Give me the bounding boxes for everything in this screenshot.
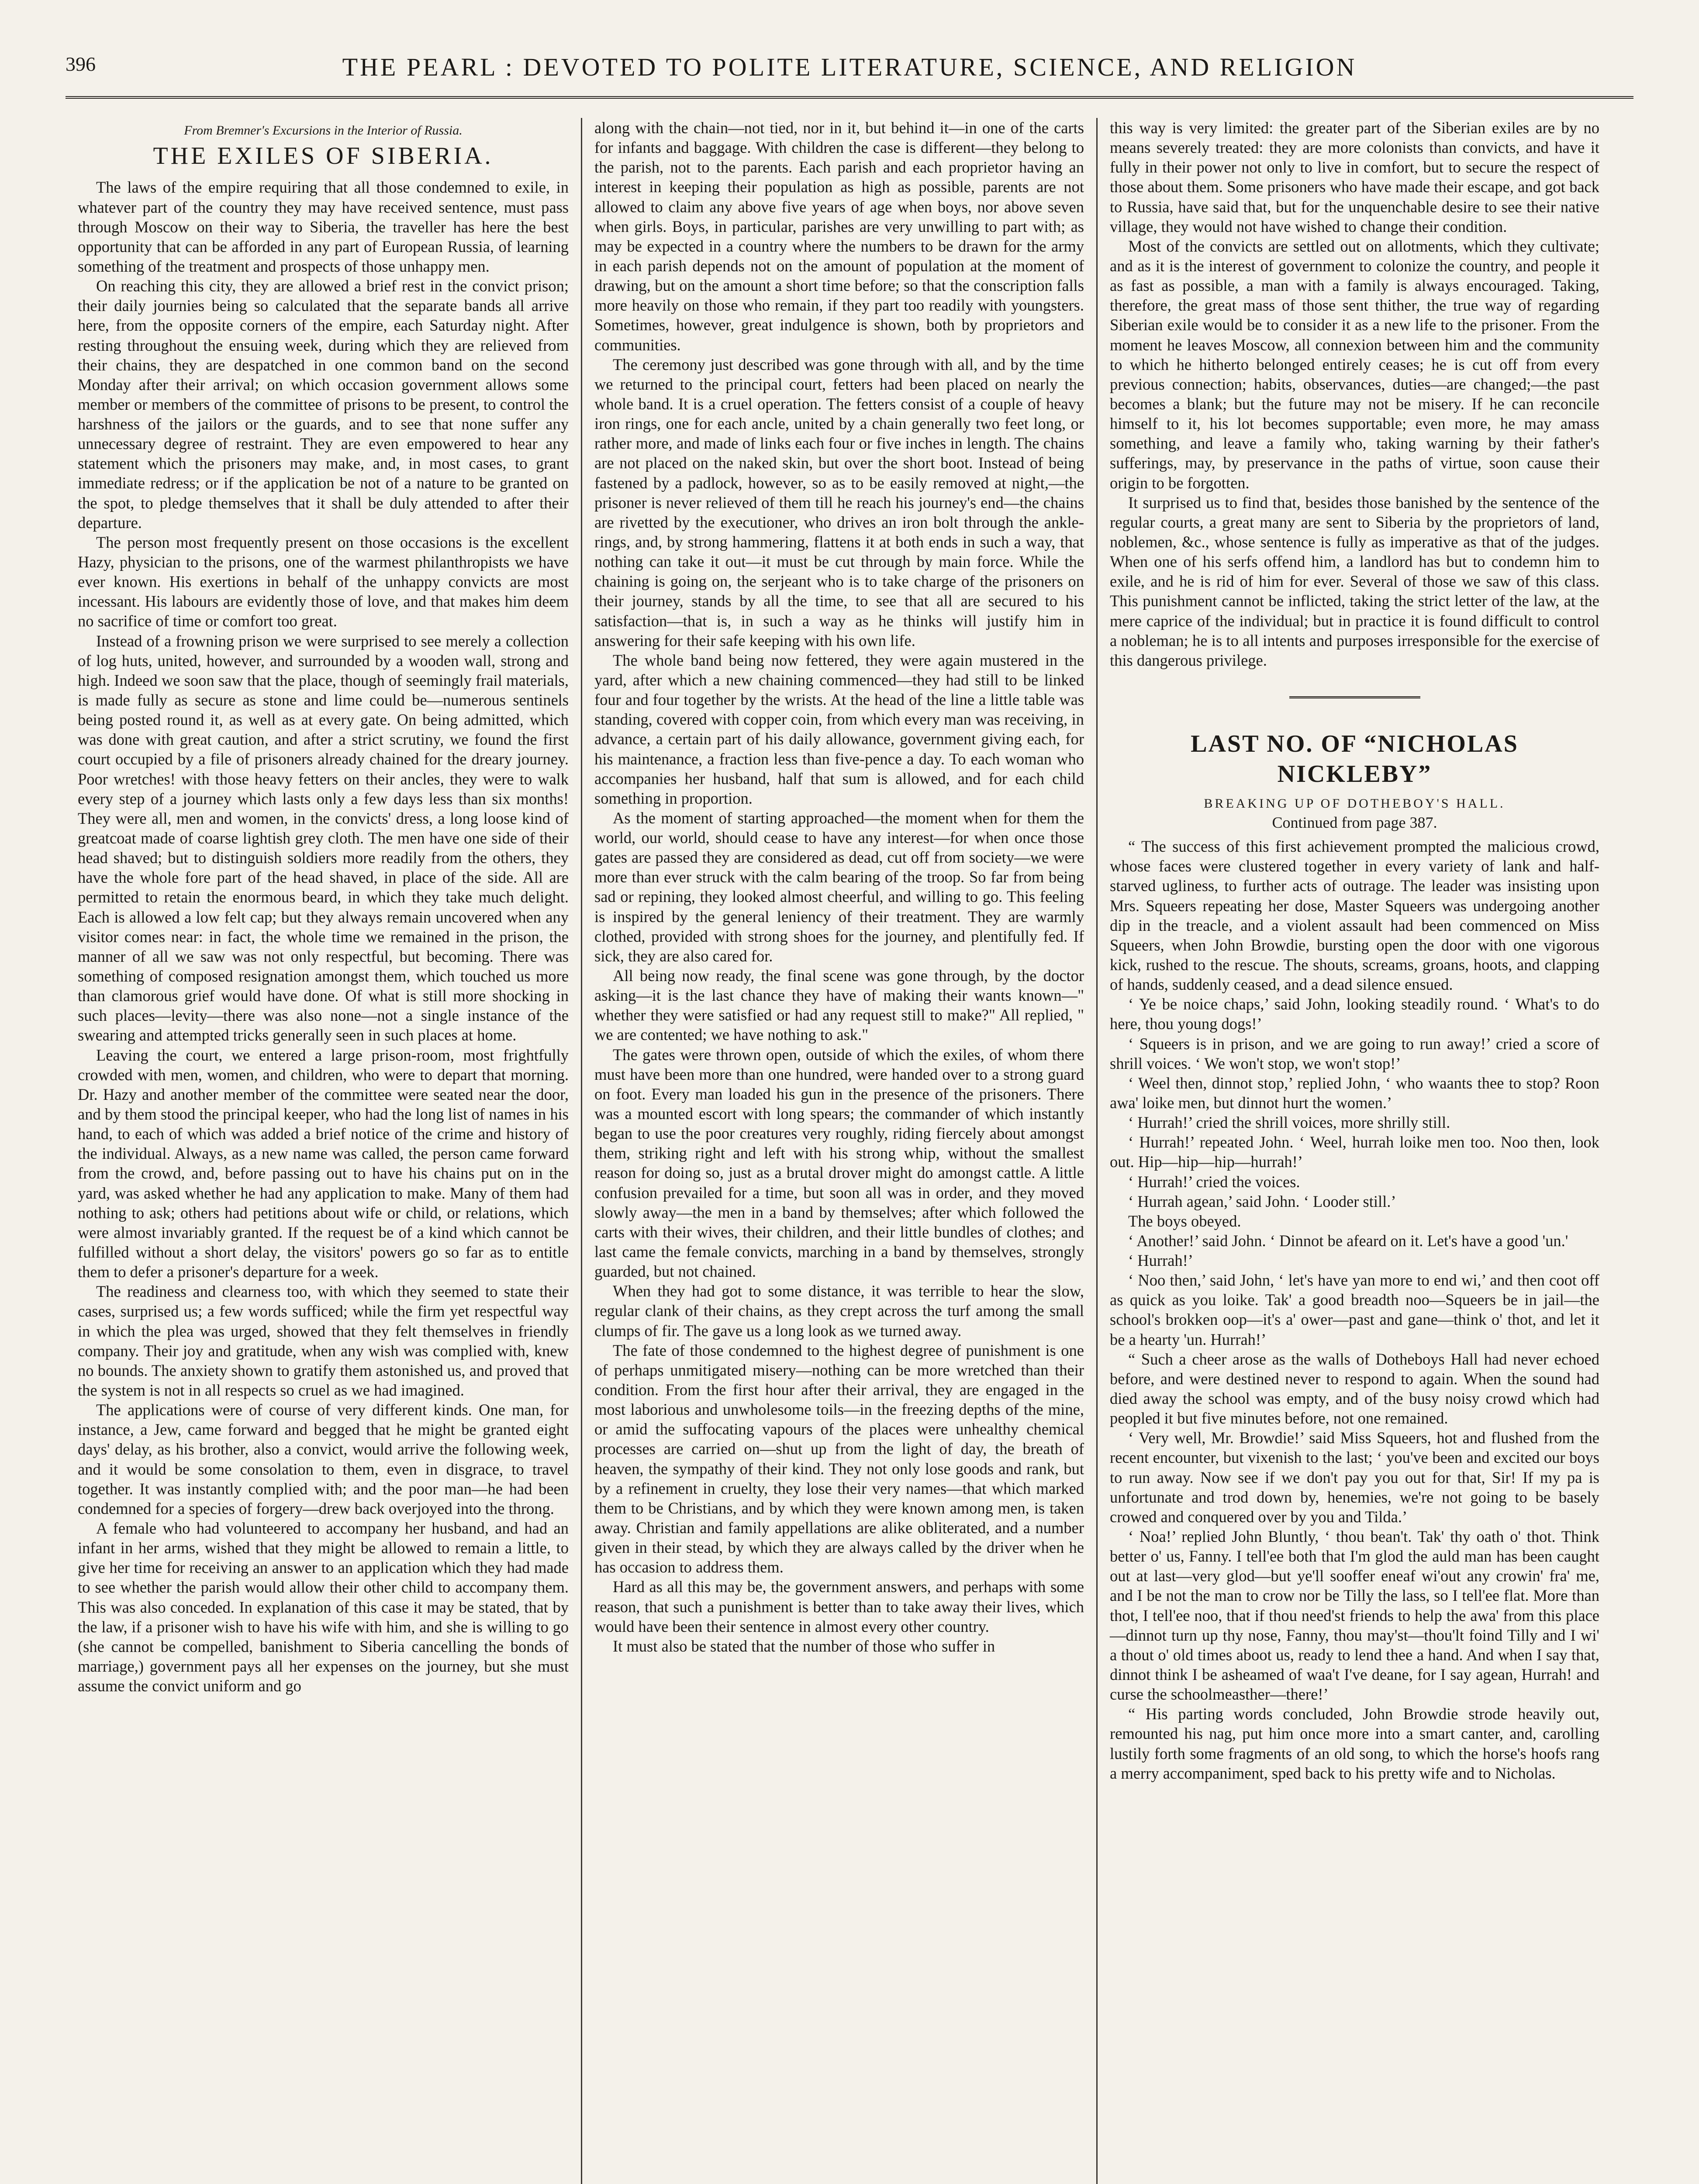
paragraph: The person most frequently present on those occasions is the excellent Hazy, physician to the prisons, one of the warmest philanthropists we have ever known. His exertions in behalf of the unhappy convicts are most incessant. His labours are evidently those of love, and that makes him deem no sacrifice of time or comfort too great. bbox=[78, 533, 569, 630]
column-2-body bbox=[594, 118, 1084, 1656]
paragraph: The applications were of course of very different kinds. One man, for instance, a Jew, came forward and begged that he might be granted eight days' delay, as his brother, also a convict, would arrive the following week, and it would be some consolation to them, even in disgrace, to travel together. It was instantly complied with; and the poor man—he had been condemned for a species of forgery—drew back overjoyed into the throng. bbox=[78, 1401, 569, 1517]
paragraph: It surprised us to find that, besides those banished by the sentence of the regular courts, a great many are sent to Siberia by the proprietors of land, noblemen, &c., whose sentence is fully as imperative as that of the judges. When one of his serfs offend him, a landlord has but to condemn him to exile, and he is rid of him for ever. Several of those we saw of this class. This punishment cannot be inflicted, taking the strict letter of the law, at the mere caprice of the individual; but in practice it is found difficult to control a nobleman; he is to all intents and purposes irresponsible for the exercise of this dangerous privilege. bbox=[1110, 493, 1599, 669]
paragraph: The whole band being now fettered, they were again mustered in the yard, after which a new chaining commenced—they had still to be linked four and four together by the wrists. At the head of the line a little table was standing, covered with copper coin, from which every man was receiving, in advance, a certain part of his daily allowance, government giving each, for his maintenance, a fraction less than five-pence a day. To each woman who accompanies her husband, half that sum is allowed, and for each child something in proportion. bbox=[594, 651, 1084, 807]
page-header bbox=[66, 52, 1633, 118]
paragraph: “ His parting words concluded, John Browdie strode heavily out, remounted his nag, put him once more into a smart canter, and, carolling lustily forth some fragments of an old song, to which the horse's hoofs rang a merry accompaniment, sped back to his pretty wife and to Nicholas. bbox=[1110, 1705, 1599, 1782]
paragraph: along with the chain—not tied, nor in it, but behind it—in one of the carts for infants and baggage. With children the case is different—they belong to the parish, not to the parents. Each parish and each proprietor having an interest in keeping their population as high as possible, parents are not allowed to claim any above five years of age when boys, nor above seven when girls. Boys, in particular, parishes are very unwilling to part with; as may be expected in a country where the numbers to be drawn for the army in each parish depends not on the amount of population at the moment of drawing, but on the amount a short time before; so that the conscription falls more heavily on those who remain, if they part too readily with youngsters. Sometimes, however, great indulgence is shown, both by proprietors and communities. bbox=[594, 119, 1084, 354]
paragraph: Hard as all this may be, the government answers, and perhaps with some reason, that such a punishment is better than to take away their lives, which would have been their sentence in almost every other country. bbox=[594, 1578, 1084, 1635]
column-2 bbox=[581, 118, 1096, 2184]
nickleby-body bbox=[1110, 836, 1599, 1783]
paragraph: Most of the convicts are settled out on allotments, which they cultivate; and as it is the interest of government to colonize the country, and people it as fast as possible, a man with a family is always encouraged. Taking, therefore, the great mass of those sent thither, the true way of regarding Siberian exile would be to consider it as a new life to the prisoner. From the moment he leaves Moscow, all connexion between him and the community to which he hitherto belonged entirely ceases; he is cut off from every previous connection; habits, observances, duties—are changed;—the past becomes a blank; but the future may not be misery. If he can reconcile himself to it, his lot becomes supportable; even more, he may amass something, and leave a family who, taking warning by their father's sufferings, may, by preservance in the paths of virtue, soon cause their origin to be forgotten. bbox=[1110, 237, 1599, 492]
continued-note: Continued from page 387. bbox=[1272, 813, 1437, 831]
paragraph: ‘ Hurrah!’ cried the shrill voices, more shrilly still. bbox=[1128, 1113, 1450, 1132]
article-title-exiles: THE EXILES OF SIBERIA. bbox=[153, 142, 494, 170]
paragraph: The ceremony just described was gone through with all, and by the time we returned to the principal court, fetters had been placed on nearly the whole band. It is a cruel operation. The fetters consist of a couple of heavy iron rings, one for each ancle, united by a chain generally two feet long, or rather more, and made of links each four or five inches in length. The chains are not placed on the naked skin, but over the short boot. Instead of being fastened by a padlock, however, so as to be easily removed at night,—the prisoner is never relieved of them till he reach his journey's end—the chains are rivetted by the executioner, who drives an iron bolt through the ankle-rings, and, by strong hammering, flattens it at both ends in such a way, that nothing can take it out—it must be cut through by main force. While the chaining is going on, the serjeant who is to take charge of the prisoners on their journey, stands by all the time, to see that all are secured to his satisfaction—that is, in such a way as he thinks will justify him in answering for their safe keeping with his own life. bbox=[594, 355, 1084, 650]
paragraph: this way is very limited: the greater part of the Siberian exiles are by no means severely treated: they are more colonists than convicts, and have it fully in their power not only to live in comfort, but to secure the respect of those about them. Some prisoners who have made their escape, and got back to Russia, have said that, but for the unquenchable desire to see their native village, they would not have wished to change their condition. bbox=[1110, 119, 1599, 235]
paragraph: “ The success of this first achievement prompted the malicious crowd, whose faces were clustered together in every variety of lank and half-starved ugliness, to further acts of outrage. The leader was insisting upon Mrs. Squeers repeating her dose, Master Squeers was undergoing another dip in the treacle, and a violent assault had been commenced on Miss Squeers, when John Browdie, bursting open the door with one vigorous kick, rushed to the rescue. The shouts, screams, groans, hoots, and clapping of hands, suddenly ceased, and a dead silence ensued. bbox=[1110, 837, 1599, 994]
paragraph: ‘ Hurrah!’ cried the voices. bbox=[1128, 1172, 1300, 1191]
article-title-nickleby: LAST NO. OF “NICHOLAS NICKLEBY” bbox=[1191, 730, 1519, 788]
paragraph: ‘ Hurrah!’ bbox=[1128, 1251, 1193, 1270]
paragraph: On reaching this city, they are allowed a brief rest in the convict prison; their daily journies being so calculated that the separate bands all arrive here, from the opposite corners of the empire, each Saturday night. After resting throughout the ensuing week, during which they are relieved from their chains, they are despatched in one common band on the second Monday after their arrival; on which occasion government allows some member or members of the committee of prisons to be present, to control the harshness of the jailors or the guards, and to see that none suffer any unnecessary degree of restraint. They are even empowered to hear any statement which the prisoners may make, and, in most cases, to grant immediate redress; or if the application be not of a nature to be granted on the spot, to pledge themselves that it shall be duly attended to after their departure. bbox=[78, 277, 569, 532]
paragraph: Leaving the court, we entered a large prison-room, most frightfully crowded with men, women, and children, who were to depart that morning. Dr. Hazy and another member of the committee were seated near the door, and by them stood the principal keeper, who had the long list of names in his hand, to each of which was added a brief notice of the crime and history of the individual. Always, as a new name was called, the person came forward from the crowd, and, before passing out to have his chains put on in the yard, was asked whether he had any application to make. Many of them had nothing to ask; others had petitions about wife or child, or relations, which were almost invariably granted. If the request be of a kind which cannot be fulfilled without a short delay, the visitors' powers go so far as to entitle them to defer a prisoner's departure for a week. bbox=[78, 1046, 569, 1281]
text-columns bbox=[66, 118, 1633, 2184]
article-separator bbox=[1289, 696, 1420, 698]
paragraph: ‘ Ye be noice chaps,’ said John, looking steadily round. ‘ What's to do here, thou young dogs!’ bbox=[1110, 995, 1599, 1033]
paragraph: A female who had volunteered to accompany her husband, and had an infant in her arms, wished that they might be allowed to remain a little, to give her time for receiving an answer to an application which they had made to see whether the parish would allow their other child to accompany them. This was also conceded. In explanation of this case it may be stated, that by the law, if a prisoner wish to have his wife with him, and she is willing to go (she cannot be compelled, banishment to Siberia cancelling the bonds of marriage,) government pays all her expenses on the journey, but she must assume the convict uniform and go bbox=[78, 1519, 569, 1695]
paragraph: ‘ Very well, Mr. Browdie!’ said Miss Squeers, hot and flushed from the recent encounter, but vixenish to the last; ‘ you've been and excited our boys to run away. Now see if we don't pay you out for that, Sir! If my pa is unfortunate and trod down by, henemies, we're not going to be basely crowed and conquered over by you and Tilda.’ bbox=[1110, 1429, 1599, 1526]
paragraph: The gates were thrown open, outside of which the exiles, of whom there must have been more than one hundred, were handed over to a strong guard on foot. Every man loaded his gun in the presence of the prisoners. There was a mounted escort with long spears; the commander of which instantly began to use the poor creatures very roughly, riding fiercely about amongst them, striking right and left with his strong whip, without the smallest reason for doing so, just as a brutal drover might do amongst cattle. A little confusion prevailed for a time, but soon all was in order, and they moved slowly away—the men in a band by themselves; after which followed the carts with their wives, their children, and their little bundles of clothes; and last came the female convicts, marching in a band by themselves, strongly guarded, but not chained. bbox=[594, 1045, 1084, 1281]
paragraph: When they had got to some distance, it was terrible to hear the slow, regular clank of their chains, as they crept across the turf among the small clumps of fir. The gave us a long look as we turned away. bbox=[594, 1282, 1084, 1340]
paragraph: ‘ Hurrah!’ repeated John. ‘ Weel, hurrah loike men too. Noo then, look out. Hip—hip—hip—hurrah!’ bbox=[1110, 1133, 1599, 1171]
paragraph: ‘ Hurrah agean,’ said John. ‘ Looder still.’ bbox=[1128, 1192, 1396, 1210]
column-3-body bbox=[1110, 118, 1599, 670]
paragraph: ‘ Another!’ said John. ‘ Dinnot be afeard on it. Let's have a good 'un.' bbox=[1128, 1231, 1568, 1250]
paragraph: The boys obeyed. bbox=[1128, 1212, 1241, 1230]
column-1 bbox=[66, 118, 581, 2184]
source-note: From Bremner's Excursions in the Interior of Russia. bbox=[184, 123, 463, 138]
column-1-body bbox=[78, 177, 569, 1696]
paragraph: The laws of the empire requiring that all those condemned to exile, in whatever part of the country they may have received sentence, must pass through Moscow on their way to Siberia, the traveller has here the best opportunity that can be afforded in any part of European Russia, of learning something of the treatment and prospects of those unhappy men. bbox=[78, 178, 569, 275]
paragraph: The readiness and clearness too, with which they seemed to state their cases, surprised us; a few words sufficed; while the firm yet respectful way in which the plea was urged, showed that they felt themselves in friendly company. Their joy and gratitude, when any wish was complied with, knew no bounds. The anxiety shown to gratify them astonished us, and proved that the system is not in all respects so cruel as we had imagined. bbox=[78, 1282, 569, 1399]
paragraph: ‘ Noa!’ replied John Bluntly, ‘ thou bean't. Tak' thy oath o' thot. Think better o' us, Fanny. I tell'ee both that I'm glod the auld man has been caught out at last—very glod—but ye'll sooffer eneaf wi'out any crowin' fra' me, and I be not the man to crow nor be Tilly the lass, so I tell'ee flat. More than thot, I tell'ee noo, that if thou need'st friends to help the awa' from this place—dinnot turn up thy nose, Fanny, thou may'st—thou'lt foind Tilly and I wi' a thout o' old times aboot us, ready to lend thee a hand. And when I say that, dinnot think I be asheamed of waa't I've deane, for I say agean, Hurrah! and curse the schoolmeasther—there!’ bbox=[1110, 1527, 1599, 1704]
page-number: 396 bbox=[66, 53, 96, 75]
header-rule bbox=[66, 96, 1633, 99]
paragraph: ‘ Squeers is in prison, and we are going to run away!’ cried a score of shrill voices. ‘ We won't stop, we won't stop!’ bbox=[1110, 1034, 1599, 1072]
paragraph: The fate of those condemned to the highest degree of punishment is one of perhaps unmitigated misery—nothing can be more wretched than their condition. From the first hour after their arrival, they are engaged in the most laborious and unwholesome toils—in the freezing depths of the mine, or amid the suffocating vapours of the places were unhealthy chemical processes are carried on—shut up from the light of day, the breath of heaven, the sympathy of their kind. They not only lose goods and rank, but by a refinement in cruelty, they lose their very names—that which marked them to be Christians, and by which they were known among men, is taken away. Christian and family appellations are alike obliterated, and a number given in their stead, by which they are always called by the driver when he has occasion to address them. bbox=[594, 1341, 1084, 1576]
paragraph: “ Such a cheer arose as the walls of Dotheboys Hall had never echoed before, and were destined never to respond to again. When the sound had died away the school was empty, and of the busy noisy crowd which had peopled it but five minutes before, not one remained. bbox=[1110, 1350, 1599, 1427]
paragraph: Instead of a frowning prison we were surprised to see merely a collection of log huts, united, however, and surrounded by a wooden wall, strong and high. Indeed we soon saw that the place, though of seemingly frail materials, is made fully as secure as stone and lime could be—numerous sentinels being posted round it, as well as at every gate. On being admitted, which was done with great caution, and after a strict scrutiny, we found the first court occupied by a file of prisoners already chained for the dreary journey. Poor wretches! with those heavy fetters on their ancles, they were to walk every step of a journey which lasts only a few days less than six months! They were all, men and women, in the convicts' dress, a long loose kind of greatcoat made of coarse lightish grey cloth. The men have one side of their head shaved; but to distinguish soldiers more readily from the others, they have the whole fore part of the head shaved, in place of the side. All are permitted to retain the enormous beard, in which they take much delight. Each is allowed a low felt cap; but they always remain uncovered when any visitor comes near: in fact, the whole time we remained in the prison, the manner of all we saw was not only respectful, but becoming. There was something of composed resignation amongst them, which touched us more than clamorous grief would have done. Of what is still more shocking in such places—levity—there was also none—not a single instance of the swearing and attempted tricks generally seen in such places at home. bbox=[78, 632, 569, 1044]
paragraph: All being now ready, the final scene was gone through, by the doctor asking—it is the last chance they have of making their wants known—" whether they were satisfied or had any request still to make?" All replied, " we are contented; we have nothing to ask." bbox=[594, 967, 1084, 1044]
running-title: THE PEARL : DEVOTED TO POLITE LITERATURE, SCIENCE, AND RELIGION bbox=[342, 53, 1357, 81]
paragraph: ‘ Weel then, dinnot stop,’ replied John, ‘ who waants thee to stop? Roon awa' loike men, but dinnot hurt the women.’ bbox=[1110, 1074, 1599, 1112]
paragraph: ‘ Noo then,’ said John, ‘ let's have yan more to end wi,’ and then coot off as quick as you loike. Tak' a good breadth noo—Squeers be in jail—the school's brokken oop—it's a' ower—past and gane—think o' thot, and let it be a hearty 'un. Hurrah!’ bbox=[1110, 1271, 1599, 1348]
column-3 bbox=[1096, 118, 1612, 2184]
article-subtitle: BREAKING UP OF DOTHEBOY'S HALL. bbox=[1204, 796, 1506, 811]
paragraph: As the moment of starting approached—the moment when for them the world, our world, should cease to have any interest—for when once those gates are passed they are considered as dead, cut off from society—we were more than ever struck with the calm bearing of the troop. So far from being sad or repining, they looked almost cheerful, and willing to go. This feeling is inspired by the general leniency of their treatment. They are warmly clothed, provided with strong shoes for the journey, and plentifully fed. If sick, they are also cared for. bbox=[594, 809, 1084, 965]
paragraph: It must also be stated that the number of those who suffer in bbox=[613, 1637, 995, 1655]
